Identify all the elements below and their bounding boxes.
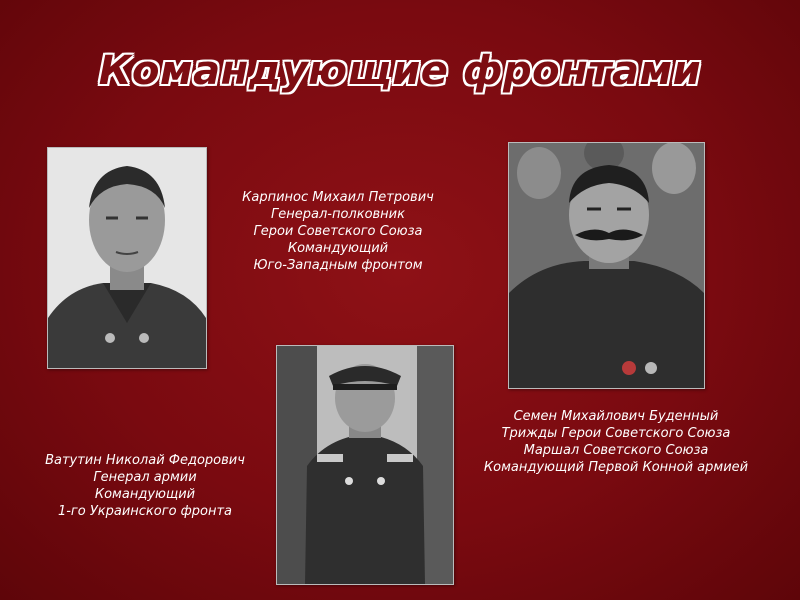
caption-line: Юго-Западным фронтом xyxy=(253,258,423,273)
caption-line: Командующий Первой Конной армией xyxy=(483,460,749,475)
kirponos-caption xyxy=(213,189,463,274)
caption-line: Трижды Герои Советского Союза xyxy=(501,426,731,441)
caption-line: Карпинос Михаил Петрович xyxy=(242,190,434,205)
caption-line: Герои Советского Союза xyxy=(253,224,423,239)
caption-line: Маршал Советского Союза xyxy=(523,443,709,458)
vatutin-portrait-photo xyxy=(276,345,454,585)
kirponos-portrait-photo xyxy=(47,147,207,369)
caption-line: Командующий xyxy=(94,487,196,502)
caption-line: Генерал армии xyxy=(93,470,197,485)
budyonny-caption xyxy=(466,408,766,476)
slide-title: Командующие фронтами xyxy=(98,48,702,94)
vatutin-caption xyxy=(20,452,270,520)
caption-line: Генерал-полковник xyxy=(271,207,405,222)
caption-line: Семен Михайлович Буденный xyxy=(513,409,719,424)
caption-line: 1-го Украинского фронта xyxy=(57,504,233,519)
caption-line: Ватутин Николай Федорович xyxy=(45,453,245,468)
caption-line: Командующий xyxy=(287,241,389,256)
budyonny-portrait-photo xyxy=(508,142,705,389)
